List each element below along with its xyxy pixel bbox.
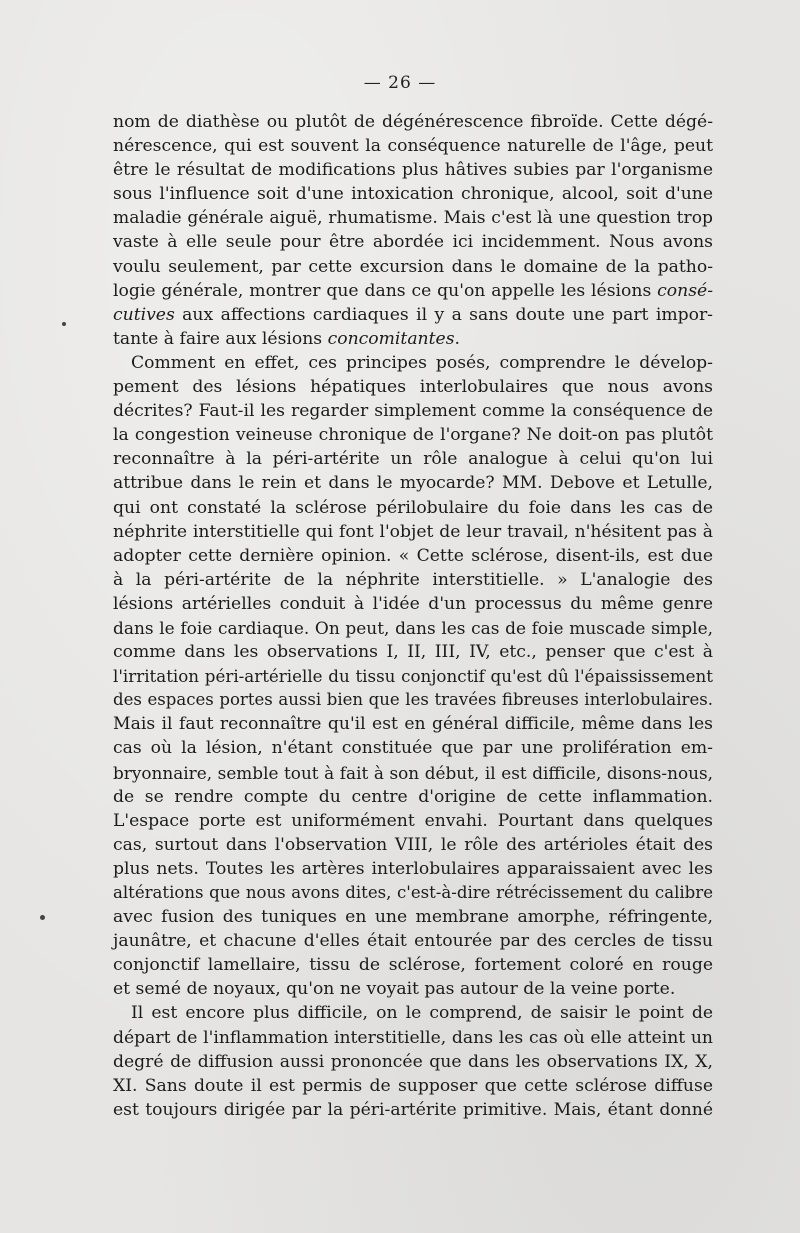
- text-line: être le résultat de modifications plus hâtives subies par l'organisme: [113, 160, 713, 181]
- text-segment: .: [454, 328, 460, 349]
- text-line: XI. Sans doute il est permis de supposer que cette sclérose diffuse: [113, 1075, 713, 1096]
- text-line: lésions artérielles conduit à l'idée d'un processus du même genre: [113, 593, 713, 614]
- text-line: voulu seulement, par cette excursion dans le domaine de la patho-: [113, 256, 713, 277]
- text-line: décrites? Faut-il les regarder simplement comme la conséquence de: [113, 401, 713, 422]
- text-line: Comment en effet, ces principes posés, comprendre le dévelop-: [131, 352, 713, 373]
- text-line: la congestion veineuse chronique de l'organe? Ne doit-on pas plutôt: [113, 425, 713, 446]
- text-line: [113, 279, 713, 303]
- text-line: vaste à elle seule pour être abordée ici incidemment. Nous avons: [113, 232, 713, 253]
- text-line: nom de diathèse ou plutôt de dégénérescence fibroïde. Cette dégé-: [113, 112, 713, 132]
- text-line: à la péri-artérite de la néphrite interstitielle. » L'analogie des: [113, 569, 713, 590]
- text-line: l'irritation péri-artérielle du tissu conjonctif qu'est dû l'épaississement: [113, 666, 713, 687]
- text-line: départ de l'inflammation interstitielle, dans les cas où elle atteint un: [113, 1027, 713, 1048]
- ink-speck: [62, 322, 66, 326]
- text-line: attribue dans le rein et dans le myocarde? MM. Debove et Letulle,: [113, 473, 713, 494]
- text-line: [113, 327, 713, 351]
- text-line: dans le foie cardiaque. On peut, dans les cas de foie muscade simple,: [113, 617, 713, 638]
- text-line: L'espace porte est uniformément envahi. Pourtant dans quelques: [113, 810, 713, 831]
- text-line: bryonnaire, semble tout à fait à son début, il est difficile, disons-nous,: [113, 762, 713, 783]
- text-segment: tante à faire aux lésions: [113, 328, 328, 349]
- text-line: adopter cette dernière opinion. « Cette sclérose, disent-ils, est due: [113, 545, 713, 566]
- text-line: et semé de noyaux, qu'on ne voyait pas autour de la veine porte.: [113, 979, 676, 1000]
- text-line: qui ont constaté la sclérose périlobulaire du foie dans les cas de: [113, 497, 713, 518]
- text-line: cas, surtout dans l'observation VIII, le rôle des artérioles était des: [113, 834, 713, 855]
- text-line: plus nets. Toutes les artères interlobulaires apparaissaient avec les: [113, 858, 713, 879]
- text-line: maladie générale aiguë, rhumatisme. Mais c'est là une question trop: [113, 208, 713, 229]
- text-line: jaunâtre, et chacune d'elles était entourée par des cercles de tissu: [113, 931, 713, 952]
- text-segment: logie générale, montrer que dans ce qu'on appelle les lésions: [113, 280, 658, 301]
- italic-term: concomitantes: [327, 328, 455, 349]
- text-line: reconnaître à la péri-artérite un rôle analogue à celui qu'on lui: [113, 449, 713, 470]
- text-line: cas où la lésion, n'étant constituée que par une prolifération em-: [113, 738, 713, 759]
- text-segment: aux affections cardiaques il y a sans doute une part impor-: [174, 304, 713, 325]
- italic-term: consé-: [657, 280, 713, 301]
- text-line: est toujours dirigée par la péri-artérite primitive. Mais, étant donné: [113, 1099, 713, 1120]
- page-number: — 26 —: [363, 73, 437, 93]
- text-line: néphrite interstitielle qui font l'objet de leur travail, n'hésitent pas à: [113, 521, 713, 542]
- text-line: Mais il faut reconnaître qu'il est en général difficile, même dans les: [113, 714, 713, 735]
- text-line: conjonctif lamellaire, tissu de sclérose, fortement coloré en rouge: [113, 955, 713, 976]
- text-line: degré de diffusion aussi prononcée que dans les observations IX, X,: [113, 1051, 713, 1072]
- text-line: [113, 303, 713, 327]
- body-text: [113, 110, 713, 1122]
- text-line: de se rendre compte du centre d'origine de cette inflammation.: [113, 786, 713, 807]
- italic-term: cutives: [113, 304, 175, 325]
- ink-speck: [40, 915, 45, 920]
- text-line: Il est encore plus difficile, on le comprend, de saisir le point de: [131, 1003, 713, 1024]
- text-line: sous l'influence soit d'une intoxication chronique, alcool, soit d'une: [113, 184, 713, 205]
- text-line: altérations que nous avons dites, c'est-à-dire rétrécissement du calibre: [113, 883, 713, 902]
- text-line: avec fusion des tuniques en une membrane amorphe, réfringente,: [113, 907, 713, 928]
- text-line: nérescence, qui est souvent la conséquence naturelle de l'âge, peut: [113, 136, 713, 157]
- text-line: des espaces portes aussi bien que les travées fibreuses interlobulaires.: [113, 690, 713, 710]
- text-line: pement des lésions hépatiques interlobulaires que nous avons: [113, 377, 713, 398]
- text-line: comme dans les observations I, II, III, IV, etc., penser que c'est à: [113, 642, 713, 663]
